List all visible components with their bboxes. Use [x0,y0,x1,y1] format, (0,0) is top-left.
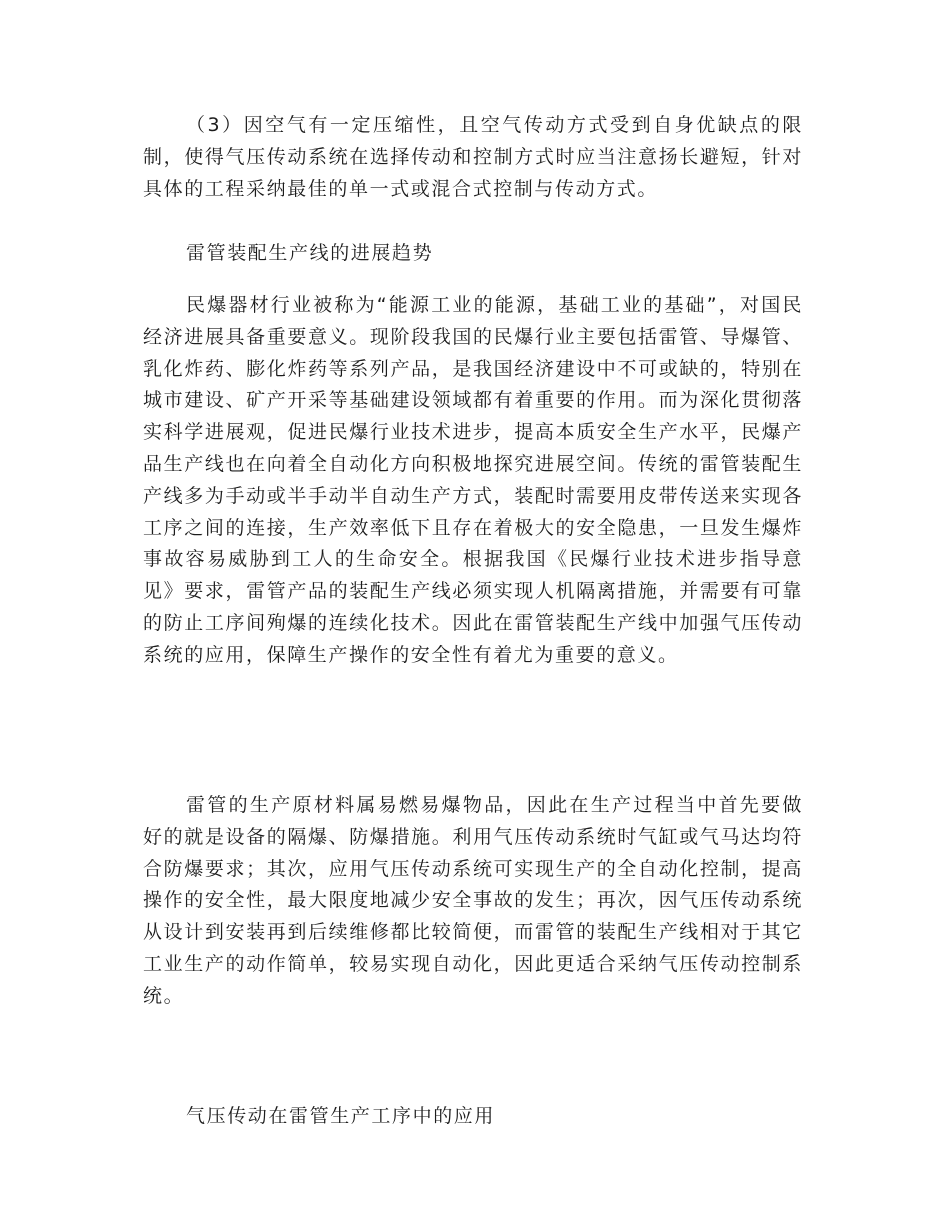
paragraph-detonator-materials-safety: 雷管的生产原材料属易燃易爆物品，因此在生产过程当中首先要做好的就是设备的隔爆、防爆措施。利用气压传动系统时气缸或气马达均符合防爆要求；其次，应用气压传动系统可实现生产的全自动化控制，提高操作的安全性，最大限度地减少安全事故的发生；再次，因气压传动系统从设计到安装再到后续维修都比较简便，而雷管的装配生产线相对于其它工业生产的动作简单，较易实现自动化，因此更适合采纳气压传动控制系统。 [143,794,803,1007]
paragraph-civil-explosives-industry: 民爆器材行业被称为“能源工业的能源，基础工业的基础”，对国民经济进展具备重要意义。现阶段我国的民爆行业主要包括雷管、导爆管、乳化炸药、膨化炸药等系列产品，是我国经济建设中不可或缺的，特别在城市建设、矿产开采等基础建设领域都有着重要的作用。而为深化贯彻落实科学进展观，促进民爆行业技术进步，提高本质安全生产水平，民爆产品生产线也在向着全自动化方向积极地探究进展空间。传统的雷管装配生产线多为手动或半手动半自动生产方式，装配时需要用皮带传送来实现各工序之间的连接，生产效率低下且存在着极大的安全隐患，一旦发生爆炸事故容易威胁到工人的生命安全。根据我国《民爆行业技术进步指导意见》要求，雷管产品的装配生产线必须实现人机隔离措施，并需要有可靠的防止工序间殉爆的连续化技术。因此在雷管装配生产线中加强气压传动系统的应用，保障生产操作的安全性有着尤为重要的意义。 [143,294,803,666]
section-heading-assembly-line-trends: 雷管装配生产线的进展趋势 [186,242,434,264]
paragraph-pneumatic-compressibility: （3）因空气有一定压缩性，且空气传动方式受到自身优缺点的限制，使得气压传动系统在选择传动和控制方式时应当注意扬长避短，针对具体的工程采纳最佳的单一式或混合式控制与传动方式。 [143,114,803,200]
section-heading-pneumatic-application: 气压传动在雷管生产工序中的应用 [186,1105,496,1127]
